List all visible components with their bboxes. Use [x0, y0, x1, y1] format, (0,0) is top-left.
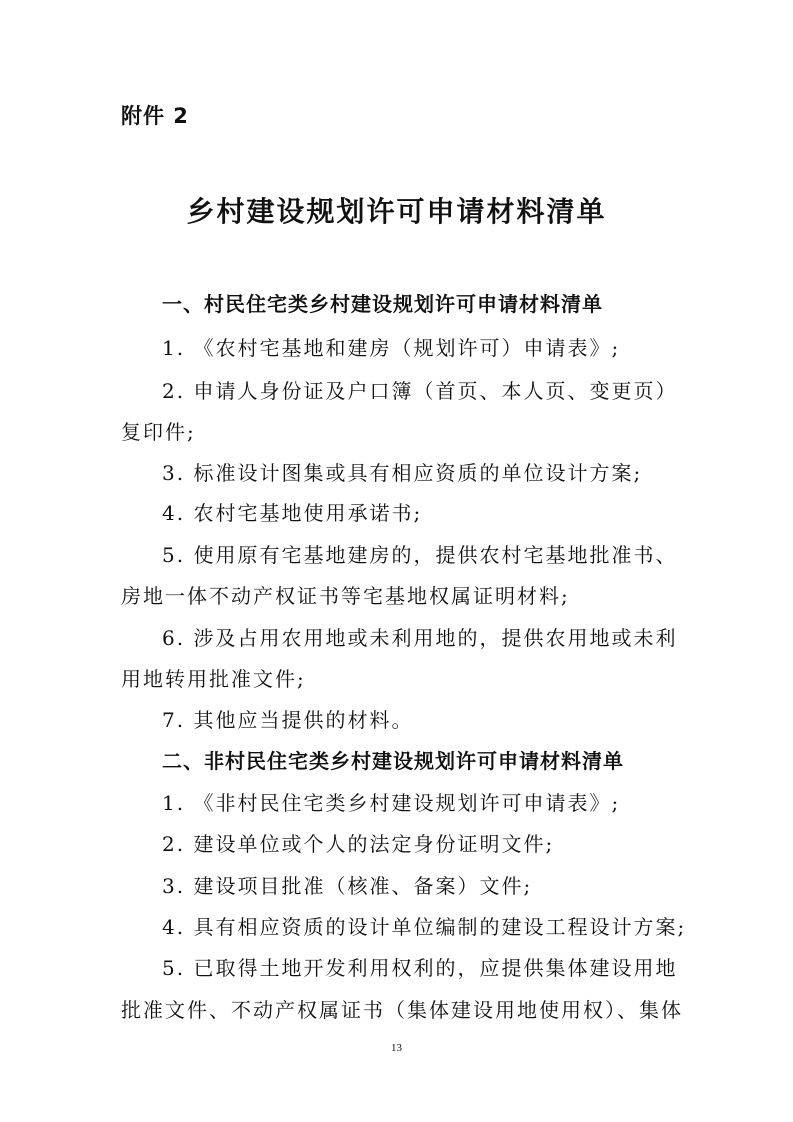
list-item: 2. 申请人身份证及户口簿（首页、本人页、变更页） [162, 379, 678, 403]
list-item: 6. 涉及占用农用地或未利用地的，提供农用地或未利 [162, 626, 678, 650]
section-heading-2: 二、非村民住宅类乡村建设规划许可申请材料清单 [162, 749, 624, 773]
section-heading-1: 一、村民住宅类乡村建设规划许可申请材料清单 [162, 292, 603, 316]
list-item: 2. 建设单位或个人的法定身份证明文件; [162, 832, 555, 856]
list-item: 7. 其他应当提供的材料。 [162, 708, 414, 732]
list-item: 4. 农村宅基地使用承诺书; [162, 501, 423, 525]
page-number: 13 [391, 1042, 402, 1054]
attachment-label: 附件 2 [121, 104, 189, 128]
list-item: 1. 《非村民住宅类乡村建设规划许可申请表》; [162, 791, 621, 815]
list-item-continuation: 房地一体不动产权证书等宅基地权属证明材料; [121, 584, 570, 608]
list-item: 1. 《农村宅基地和建房（规划许可）申请表》; [162, 336, 621, 360]
list-item-continuation: 用地转用批准文件; [121, 667, 306, 691]
list-item-continuation: 复印件; [121, 420, 196, 444]
list-item: 5. 使用原有宅基地建房的，提供农村宅基地批准书、 [162, 543, 678, 567]
list-item: 4. 具有相应资质的设计单位编制的建设工程设计方案; [162, 915, 687, 939]
list-item: 3. 标准设计图集或具有相应资质的单位设计方案; [162, 461, 643, 485]
document-title: 乡村建设规划许可申请材料清单 [186, 195, 607, 228]
list-item-continuation: 批准文件、不动产权属证书（集体建设用地使用权）、集体 [121, 998, 683, 1022]
list-item: 5. 已取得土地开发利用权利的，应提供集体建设用地 [162, 956, 678, 980]
list-item: 3. 建设项目批准（核准、备案）文件; [162, 874, 533, 898]
